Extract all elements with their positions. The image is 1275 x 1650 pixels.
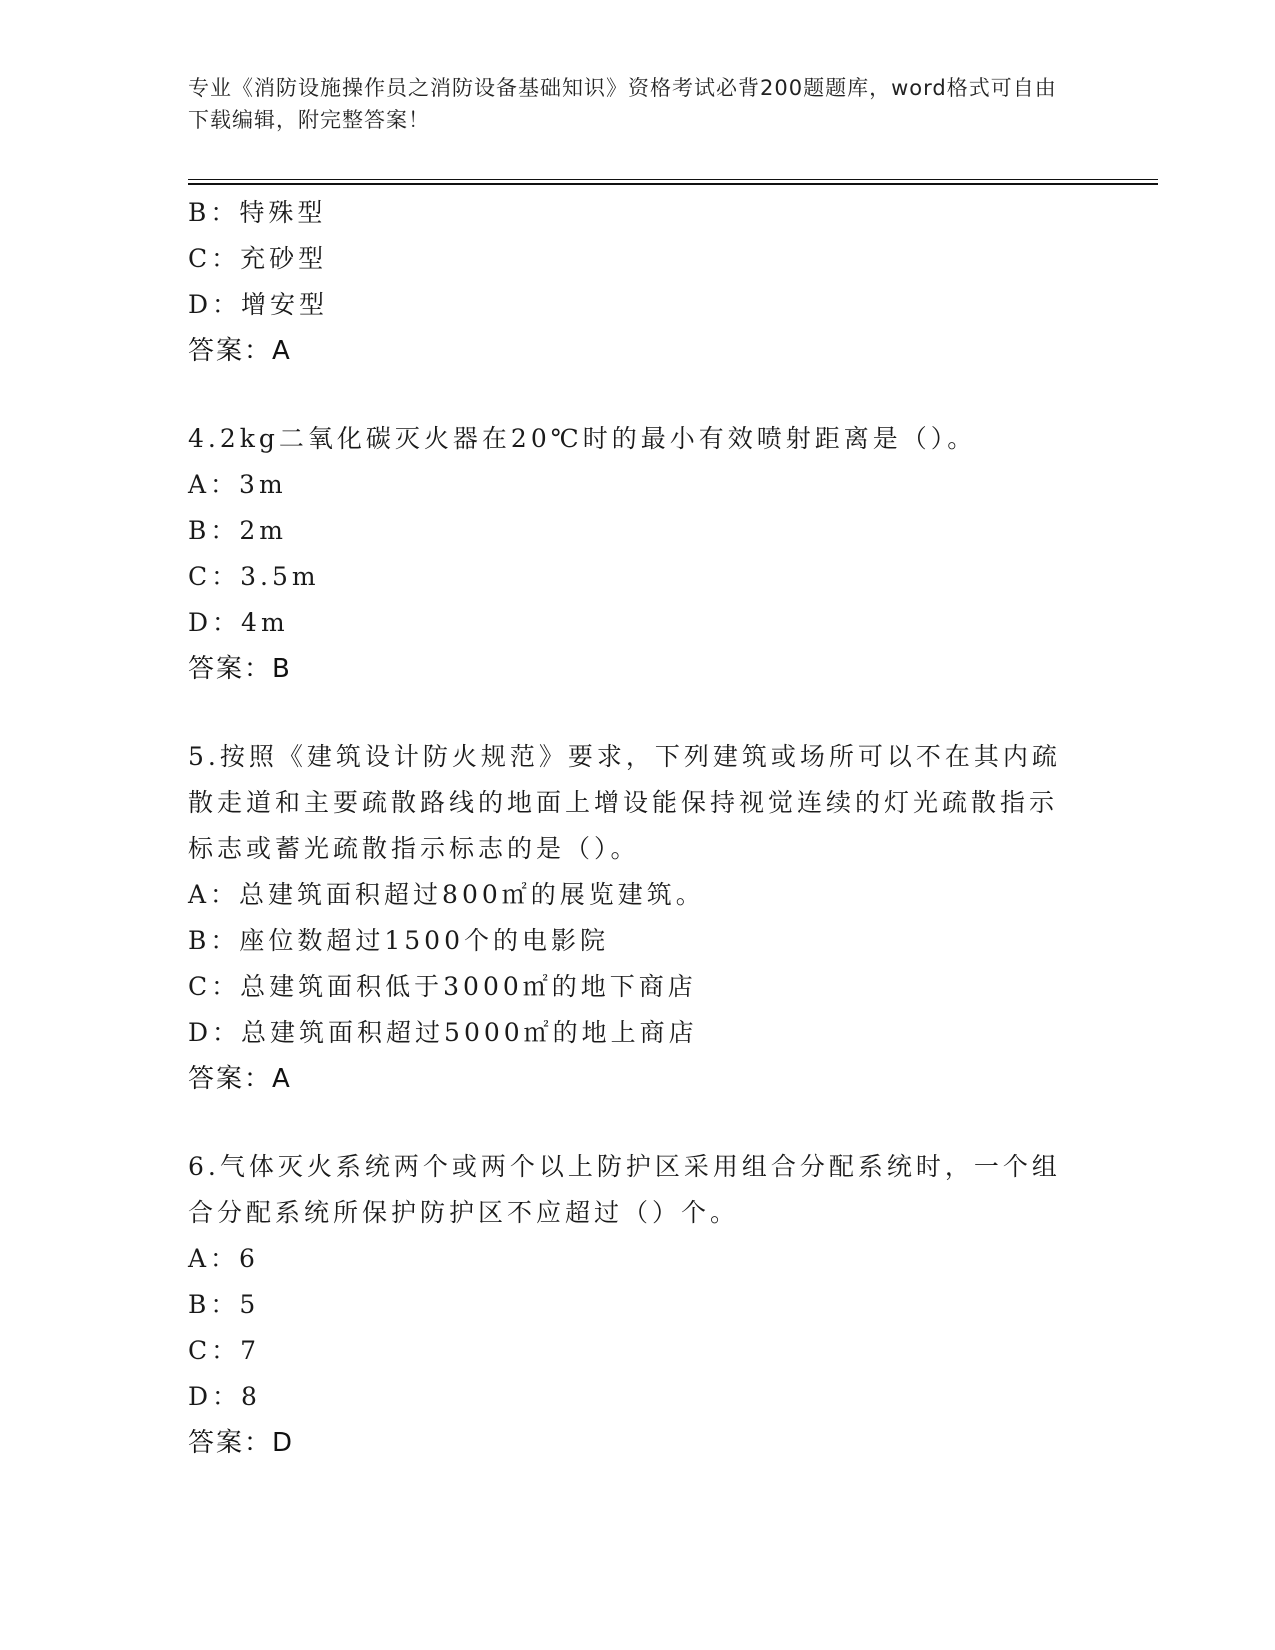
option-b: B：特殊型	[188, 198, 327, 227]
question-stem-line-2: 散走道和主要疏散路线的地面上增设能保持视觉连续的灯光疏散指示	[188, 788, 1059, 817]
answer-line: 答案：B	[188, 654, 292, 684]
option-b: B：座位数超过1500个的电影院	[188, 926, 609, 955]
option-d: D：增安型	[188, 290, 329, 319]
question-4	[188, 416, 1068, 692]
option-c: C：充砂型	[188, 244, 328, 273]
header-title: 专业《消防设施操作员之消防设备基础知识》资格考试必背200题题库，word格式可自由下载编辑，附完整答案！	[188, 76, 1057, 132]
spacer	[188, 1102, 1068, 1144]
option-c: C：7	[188, 1336, 261, 1365]
document-header	[188, 72, 1068, 136]
option-b: B：5	[188, 1290, 260, 1319]
option-a: A：6	[188, 1244, 259, 1273]
header-rule-thick	[188, 183, 1158, 185]
option-a: A：总建筑面积超过800㎡的展览建筑。	[188, 880, 705, 909]
option-d: D：4m	[188, 608, 289, 637]
answer-line: 答案：A	[188, 336, 292, 366]
option-c: C：总建筑面积低于3000㎡的地下商店	[188, 972, 697, 1001]
document-body	[188, 190, 1068, 1466]
question-5	[188, 734, 1068, 1102]
option-a: A：3m	[188, 470, 287, 499]
question-stem-line-2: 合分配系统所保护防护区不应超过（）个。	[188, 1198, 740, 1227]
option-b: B：2m	[188, 516, 287, 545]
spacer	[188, 692, 1068, 734]
question-stem-line-3: 标志或蓄光疏散指示标志的是（）。	[188, 834, 640, 863]
question-3-partial	[188, 190, 1068, 374]
answer-line: 答案：A	[188, 1064, 292, 1094]
spacer	[188, 374, 1068, 416]
option-d: D：8	[188, 1382, 261, 1411]
question-stem-line-1: 5.按照《建筑设计防火规范》要求，下列建筑或场所可以不在其内疏	[188, 742, 1061, 771]
question-stem-line-1: 6.气体灭火系统两个或两个以上防护区采用组合分配系统时，一个组	[188, 1152, 1061, 1181]
answer-line: 答案：D	[188, 1428, 295, 1458]
option-d: D：总建筑面积超过5000㎡的地上商店	[188, 1018, 698, 1047]
header-rule-thin	[188, 179, 1158, 180]
option-c: C：3.5m	[188, 562, 320, 591]
question-stem: 4.2kg二氧化碳灭火器在20℃时的最小有效喷射距离是（）。	[188, 424, 977, 453]
question-6	[188, 1144, 1068, 1466]
